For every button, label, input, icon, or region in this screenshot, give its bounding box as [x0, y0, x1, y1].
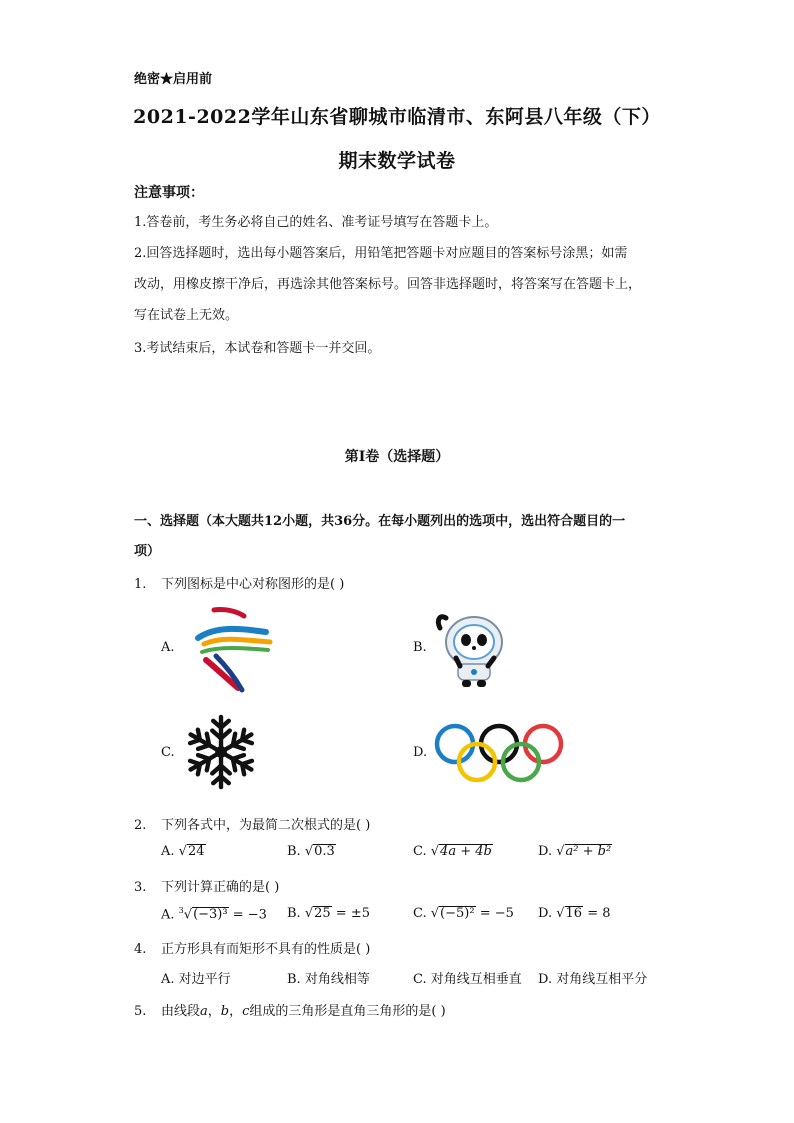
snowflake-icon	[182, 710, 260, 794]
question-3	[134, 876, 279, 895]
q4-option-c[interactable]: C. 对角线互相垂直	[413, 972, 522, 987]
q4-option-b[interactable]: B. 对角线相等	[287, 972, 370, 987]
q2-option-b[interactable]: B. √0.3	[287, 844, 335, 859]
q4-option-d[interactable]: D. 对角线互相平分	[538, 972, 648, 987]
winter-olympics-emblem-icon	[186, 604, 278, 694]
question-number: 1.	[134, 577, 147, 592]
notice-item-2-line3: 写在试卷上无效。	[134, 308, 239, 323]
question-4	[134, 938, 370, 957]
option-label: D.	[538, 844, 553, 859]
option-label: C.	[413, 844, 427, 859]
exam-title-line1: 2021-2022学年山东省聊城市临清市、东阿县八年级（下）	[133, 106, 661, 128]
radicand: (−5)²	[440, 906, 475, 921]
q1-option-b-label[interactable]: B.	[413, 640, 427, 655]
result: = 8	[583, 906, 611, 921]
question-text-pre: 由线段	[161, 1004, 201, 1019]
panda-mascot-icon	[432, 610, 516, 688]
notice-item-1: 1.答卷前，考生务必将自己的姓名、准考证号填写在答题卡上。	[134, 215, 498, 230]
result: = −3	[228, 907, 267, 923]
question-text-post: 组成的三角形是直角三角形的是( )	[249, 1004, 446, 1019]
option-label: C.	[413, 906, 427, 921]
var-a: a	[200, 1004, 208, 1019]
result: = ±5	[331, 906, 370, 921]
question-text: 下列各式中，为最简二次根式的是( )	[161, 818, 371, 833]
question-2	[134, 814, 370, 833]
question-number: 2.	[134, 818, 147, 833]
option-label: B.	[287, 844, 301, 859]
q3-option-c[interactable]: C. √(−5)² = −5	[413, 906, 514, 921]
question-number: 3.	[134, 880, 147, 895]
question-number: 4.	[134, 942, 147, 957]
radicand: (−3)³	[193, 907, 228, 923]
radicand: a² + b²	[565, 844, 612, 859]
question-number: 5.	[134, 1004, 147, 1019]
q2-option-c[interactable]: C. √4a + 4b	[413, 844, 492, 859]
var-c: c	[242, 1004, 250, 1019]
q1-option-d-label[interactable]: D.	[413, 745, 428, 760]
q2-option-a[interactable]: A. √24	[161, 844, 205, 859]
question-text: 下列计算正确的是( )	[161, 880, 280, 895]
radicand: 16	[565, 906, 583, 921]
part-heading-line2: 项）	[134, 544, 161, 559]
option-label: A.	[161, 907, 175, 923]
option-label: B.	[287, 906, 301, 921]
radicand: 4a + 4b	[440, 844, 492, 859]
q3-option-b[interactable]: B. √25 = ±5	[287, 906, 370, 921]
olympic-rings-icon	[432, 722, 566, 784]
separator: ，	[207, 1004, 221, 1019]
exam-title-line2: 期末数学试卷	[338, 150, 456, 172]
part-heading-line1: 一、选择题（本大题共12小题，共36分。在每小题列出的选项中，选出符合题目的一	[134, 514, 626, 529]
result: = −5	[475, 906, 514, 921]
q3-option-a[interactable]: A. $^3$√(−3)³ = −3	[161, 906, 267, 923]
question-text: 正方形具有而矩形不具有的性质是( )	[161, 942, 371, 957]
notice-item-2-line2: 改动，用橡皮擦干净后，再选涂其他答案标号。回答非选择题时，将答案写在答题卡上，	[134, 277, 642, 292]
root-index: 3	[178, 906, 184, 915]
q1-option-a-label[interactable]: A.	[161, 640, 175, 655]
question-1	[134, 573, 344, 592]
option-label: D.	[538, 906, 553, 921]
notice-item-3: 3.考试结束后，本试卷和答题卡一并交回。	[134, 341, 381, 356]
q4-option-a[interactable]: A. 对边平行	[161, 972, 231, 987]
question-text: 下列图标是中心对称图形的是( )	[161, 577, 345, 592]
radicand: 0.3	[314, 844, 335, 859]
q1-option-c-label[interactable]: C.	[161, 745, 175, 760]
radicand: 25	[314, 906, 331, 921]
secret-label: 绝密★启用前	[134, 72, 213, 87]
notice-item-2-line1: 2.回答选择题时，选出每小题答案后，用铅笔把答题卡对应题目的答案标号涂黑；如需	[134, 246, 628, 261]
q2-option-d[interactable]: D. √a² + b²	[538, 844, 612, 859]
question-5	[134, 1000, 446, 1019]
notice-heading: 注意事项：	[134, 185, 204, 201]
var-b: b	[220, 1004, 230, 1019]
section-title: 第I卷（选择题）	[344, 449, 450, 465]
option-label: A.	[161, 844, 175, 859]
radicand: 24	[187, 844, 205, 859]
separator: ，	[229, 1004, 243, 1019]
q3-option-d[interactable]: D. √16 = 8	[538, 906, 611, 921]
